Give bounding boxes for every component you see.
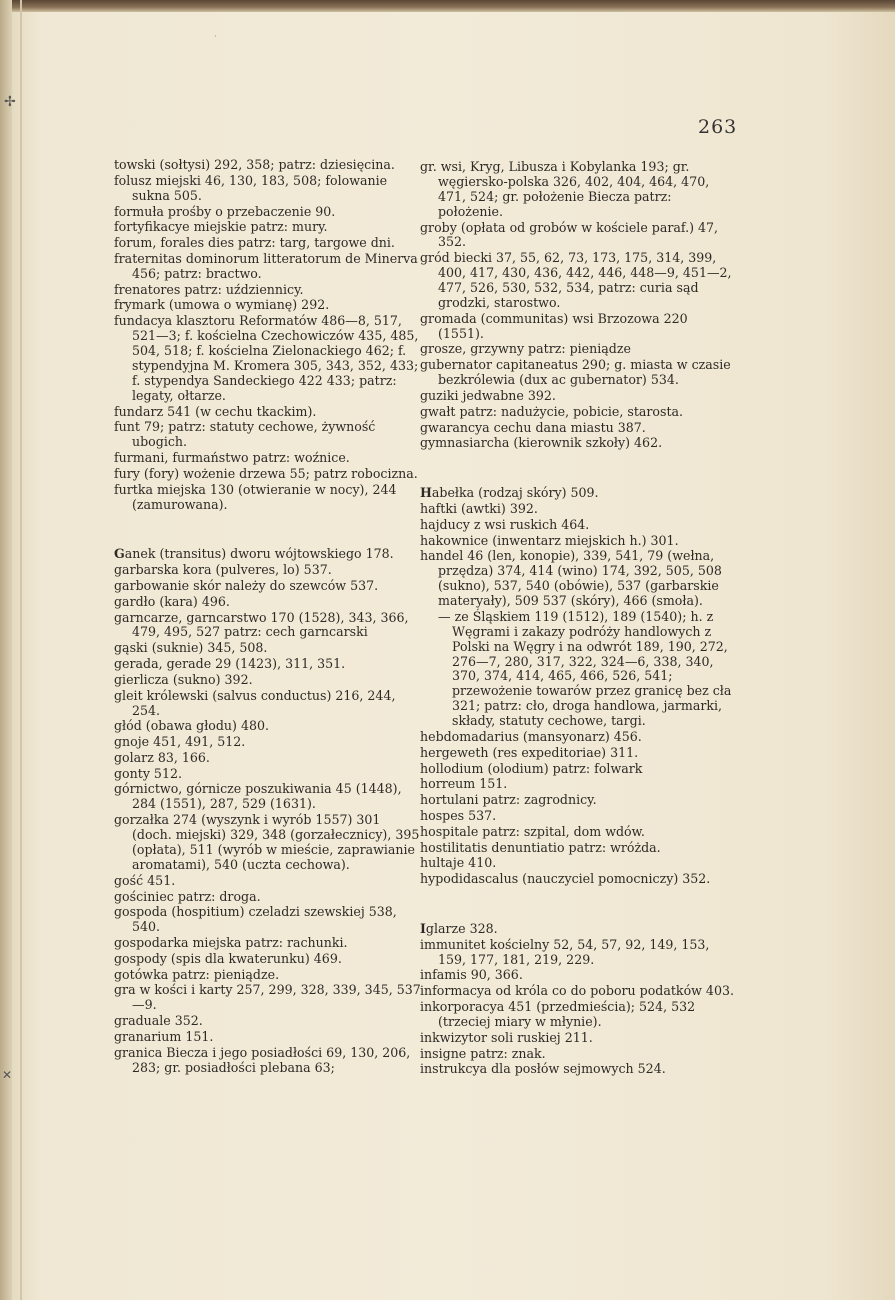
- section-initial-letter: G: [114, 546, 125, 562]
- index-entry: [420, 160, 735, 220]
- index-entry: [420, 730, 735, 745]
- index-entry: [114, 952, 424, 967]
- index-entry: [420, 610, 735, 729]
- index-entry-text: granarium 151.: [114, 1028, 214, 1044]
- index-entry-text: gwarancya cechu dana miastu 387.: [420, 419, 646, 435]
- index-entry: [114, 735, 424, 750]
- index-entry-text: hypodidascalus (nauczyciel pomocniczy) 352.: [420, 871, 711, 887]
- index-entry-text: insigne patrz: znak.: [420, 1045, 546, 1061]
- index-entry-text: glarze 328.: [425, 920, 498, 936]
- index-entry-text: gubernator capitaneatus 290; g. miasta w czasie bezkrólewia (dux ac gubernator) 534.: [420, 357, 731, 388]
- index-entry-text: granica Biecza i jego posiadłości 69, 130, 206, 283; gr. posiadłości plebana 63;: [114, 1044, 411, 1075]
- section-initial-letter: H: [420, 485, 432, 501]
- index-entry-text: górnictwo, górnicze poszukiwania 45 (1448), 284 (1551), 287, 529 (1631).: [114, 781, 402, 812]
- index-entry: [114, 205, 424, 220]
- index-entry-text: golarz 83, 166.: [114, 749, 210, 765]
- index-entry-text: folusz miejski 46, 130, 183, 508; folowanie sukna 505.: [114, 172, 388, 203]
- index-entry-text: informacya od króla co do poboru podatków 403.: [420, 983, 734, 999]
- index-entry-text: fundarz 541 (w cechu tkackim).: [114, 403, 317, 419]
- index-entry: [420, 872, 735, 887]
- index-entry: [420, 922, 735, 937]
- index-entry-text: głód (obawa głodu) 480.: [114, 718, 270, 734]
- index-entry: [114, 1030, 424, 1045]
- index-entry-text: hollodium (olodium) patrz: folwark: [420, 760, 643, 776]
- index-entry: [114, 174, 424, 204]
- index-entry-text: hospes 537.: [420, 807, 497, 823]
- index-entry: [114, 968, 424, 983]
- index-entry-text: gnoje 451, 491, 512.: [114, 734, 246, 750]
- index-entry-text: inkorporacya 451 (przedmieścia); 524, 532 (trzeciej miary w młynie).: [420, 999, 696, 1029]
- index-entry-text: gość 451.: [114, 872, 176, 888]
- index-entry: [114, 890, 424, 905]
- index-entry: [114, 467, 424, 482]
- index-entry: [420, 312, 735, 342]
- index-entry-text: gra w kości i karty 257, 299, 328, 339, 345, 537—9.: [114, 982, 421, 1013]
- index-entry-text: abełka (rodzaj skóry) 509.: [431, 485, 599, 501]
- index-entry: [420, 984, 735, 999]
- index-entry: [420, 342, 735, 357]
- index-entry-text: gierlicza (sukno) 392.: [114, 671, 253, 687]
- letter-section-gap: [420, 452, 735, 486]
- index-entry: [420, 1062, 735, 1077]
- index-entry-text: formuła prośby o przebaczenie 90.: [114, 203, 336, 219]
- index-entry: [420, 856, 735, 871]
- index-entry-text: frenatores patrz: uździennicy.: [114, 281, 304, 297]
- page-gutter-shadow: [0, 0, 12, 1300]
- index-entry-text: infamis 90, 366.: [420, 967, 523, 983]
- index-entry: [420, 762, 735, 777]
- index-entry: [114, 767, 424, 782]
- index-entry: [114, 158, 424, 173]
- index-entry: [114, 483, 424, 513]
- index-entry: [420, 221, 735, 251]
- index-entry-text: gospodarka miejska patrz: rachunki.: [114, 935, 348, 950]
- index-entry: [420, 809, 735, 824]
- index-entry-text: fundacya klasztoru Reformatów 486—8, 517, 521—3; f. kościelna Czechowiczów 435, 485, 504, 518; f. kościelna Zielonackiego 462; f. stypendyjna M. Kromera 305, 343, 352, 433; f. stypendya Sandeckiego 422 433; patrz: legaty, ołtarze.: [114, 313, 419, 403]
- index-entry-text: furtka miejska 130 (otwieranie w nocy), 244 (zamurowana).: [114, 481, 397, 512]
- index-entry-text: hergeweth (res expeditoriae) 311.: [420, 744, 639, 760]
- index-entry: [114, 1046, 424, 1076]
- index-entry: [114, 905, 424, 935]
- index-entry-text: gleit królewski (salvus conductus) 216, 244, 254.: [114, 687, 396, 718]
- index-entry: [114, 220, 424, 235]
- index-entry-text: grosze, grzywny patrz: pieniądze: [420, 341, 631, 357]
- index-entry: [114, 874, 424, 889]
- index-entry-text: anek (transitus) dworu wójtowskiego 178.: [124, 546, 394, 562]
- index-entry: [420, 251, 735, 311]
- index-entry: [420, 746, 735, 761]
- index-entry: [114, 657, 424, 672]
- index-entry: [420, 1031, 735, 1046]
- index-entry: [420, 777, 735, 792]
- index-entry-text: forum, forales dies patrz: targ, targowe dni.: [114, 235, 395, 251]
- index-entry-text: gr. wsi, Kryg, Libusza i Kobylanka 193; gr. węgiersko-polska 326, 402, 404, 464, 470, 471, 524; gr. położenie Biecza patrz: położenie.: [420, 159, 710, 219]
- ink-mark: ✕: [2, 1068, 13, 1082]
- index-entry-text: hebdomadarius (mansyonarz) 456.: [420, 728, 642, 744]
- index-entry-text: gromada (communitas) wsi Brzozowa 220 (1551).: [420, 310, 688, 341]
- index-column-left: [114, 158, 424, 1076]
- index-entry: [114, 782, 424, 812]
- index-entry-text: garbowanie skór należy do szewców 537.: [114, 577, 379, 593]
- index-entry-text: horreum 151.: [420, 776, 508, 792]
- index-entry-text: fortyfikacye miejskie patrz: mury.: [114, 219, 328, 235]
- index-entry: [420, 436, 735, 451]
- index-entry: [114, 813, 424, 873]
- index-entry: [114, 751, 424, 766]
- index-entry-text: hajducy z wsi ruskich 464.: [420, 516, 590, 532]
- letter-section-gap: [420, 888, 735, 922]
- index-entry-text: frymark (umowa o wymianę) 292.: [114, 297, 330, 313]
- index-entry: [114, 983, 424, 1013]
- index-entry-text: handel 46 (len, konopie), 339, 541, 79 (wełna, przędza) 374, 414 (wino) 174, 392, 505, 508 (sukno), 537, 540 (obówie), 537 (garbarskie materyały), 509 537 (skóry), 466 (smoła).: [420, 548, 722, 609]
- index-entry: [114, 236, 424, 251]
- index-entry-text: guziki jedwabne 392.: [420, 387, 556, 403]
- index-entry-text: instrukcya dla posłów sejmowych 524.: [420, 1061, 666, 1077]
- index-entry: [114, 936, 424, 951]
- index-entry: [114, 611, 424, 641]
- index-entry: [420, 1047, 735, 1062]
- index-entry: [420, 421, 735, 436]
- index-entry: [114, 314, 424, 403]
- index-entry: [114, 563, 424, 578]
- index-entry-text: gościniec patrz: droga.: [114, 888, 261, 904]
- index-entry-text: hakownice (inwentarz miejskich h.) 301.: [420, 532, 679, 548]
- index-entry-text: haftki (awtki) 392.: [420, 500, 538, 516]
- index-entry-text: gospoda (hospitium) czeladzi szewskiej 538, 540.: [114, 904, 397, 935]
- index-entry: [114, 283, 424, 298]
- index-entry-text: gród biecki 37, 55, 62, 73, 173, 175, 314, 399, 400, 417, 430, 436, 442, 446, 448—9, 451—2, 477, 526, 530, 532, 534, patrz: curia sąd grodzki, starostwo.: [420, 250, 732, 310]
- index-entry: [114, 719, 424, 734]
- index-entry: [114, 595, 424, 610]
- index-entry-text: gardło (kara) 496.: [114, 593, 230, 609]
- index-entry-text: hortulani patrz: zagrodnicy.: [420, 792, 597, 808]
- section-initial-letter: I: [420, 920, 426, 936]
- index-entry: [420, 793, 735, 808]
- index-entry: [420, 534, 735, 549]
- page-number: 263: [698, 116, 738, 138]
- index-entry: [114, 673, 424, 688]
- index-entry: [420, 405, 735, 420]
- index-entry-text: immunitet kościelny 52, 54, 57, 92, 149, 153, 159, 177, 181, 219, 229.: [420, 936, 710, 967]
- index-entry-text: hostilitatis denuntiatio patrz: wróżda.: [420, 839, 661, 855]
- index-entry-text: gotówka patrz: pieniądze.: [114, 966, 280, 982]
- index-entry: [420, 389, 735, 404]
- index-entry-text: gymnasiarcha (kierownik szkoły) 462.: [420, 435, 663, 451]
- index-entry: [114, 451, 424, 466]
- index-entry-text: funt 79; patrz: statuty cechowe, żywność ubogich.: [114, 419, 376, 450]
- index-entry-text: gonty 512.: [114, 765, 182, 781]
- index-entry-text: garncarze, garncarstwo 170 (1528), 343, 366, 479, 495, 527 patrz: cech garncarski: [114, 609, 409, 640]
- index-entry: [420, 358, 735, 388]
- index-entry: [114, 405, 424, 420]
- binding-line: [20, 0, 22, 1300]
- book-cover-edge: [0, 0, 895, 12]
- index-entry: [420, 938, 735, 968]
- index-entry-text: fraternitas dominorum litteratorum de Minerva 456; patrz: bractwo.: [114, 250, 418, 281]
- ink-mark: ✢: [4, 94, 16, 110]
- index-entry-text: gospody (spis dla kwaterunku) 469.: [114, 950, 342, 966]
- index-entry: [114, 689, 424, 719]
- index-entry: [114, 252, 424, 282]
- letter-section-gap: [114, 513, 424, 547]
- index-entry: [420, 486, 735, 501]
- index-entry: [114, 641, 424, 656]
- index-entry: [420, 549, 735, 609]
- index-entry-text: gwałt patrz: nadużycie, pobicie, starosta.: [420, 403, 684, 419]
- index-entry-text: gerada, gerade 29 (1423), 311, 351.: [114, 656, 346, 671]
- index-entry-text: hultaje 410.: [420, 855, 497, 871]
- index-entry-text: fury (fory) wożenie drzewa 55; patrz robocizna.: [114, 465, 418, 481]
- index-entry: [114, 547, 424, 562]
- index-entry: [114, 1014, 424, 1029]
- index-entry-text: gąski (suknie) 345, 508.: [114, 640, 268, 656]
- index-entry-text: groby (opłata od grobów w kościele paraf.) 47, 352.: [420, 219, 719, 250]
- index-entry-text: furmani, furmaństwo patrz: woźnice.: [114, 450, 350, 466]
- index-entry-text: inkwizytor soli ruskiej 211.: [420, 1029, 593, 1045]
- index-column-right: [420, 160, 735, 1078]
- index-entry: [420, 1000, 735, 1030]
- index-entry: [420, 502, 735, 517]
- index-entry-text: graduale 352.: [114, 1013, 203, 1029]
- index-entry: [420, 825, 735, 840]
- index-entry-text: towski (sołtysi) 292, 358; patrz: dziesięcina.: [114, 157, 395, 172]
- index-entry: [420, 518, 735, 533]
- index-entry: [420, 841, 735, 856]
- index-entry: [420, 968, 735, 983]
- index-entry-text: gorzałka 274 (wyszynk i wyrób 1557) 301 (doch. miejski) 329, 348 (gorzałecznicy), 395 (opłata), 511 (wyrób w mieście, zaprawianie aromatami), 540 (uczta cechowa).: [114, 812, 420, 872]
- index-entry-text: hospitale patrz: szpital, dom wdów.: [420, 823, 645, 839]
- index-entry: [114, 579, 424, 594]
- index-entry: [114, 298, 424, 313]
- index-entry: [114, 420, 424, 450]
- index-entry-text: — ze Śląskiem 119 (1512), 189 (1540); h. z Węgrami i zakazy podróży handlowych z Polski na Węgry i na odwrót 189, 190, 272, 276—7, 280, 317, 322, 324—6, 338, 340, 370, 374, 414, 465, 466, 526, 541; przewożenie towarów przez granicę bez cła 321; patrz: cło, droga handlowa, jarmarki, składy, statuty cechowe, targi.: [438, 608, 732, 729]
- index-entry-text: garbarska kora (pulveres, lo) 537.: [114, 562, 332, 578]
- ink-speck: ·: [214, 32, 217, 42]
